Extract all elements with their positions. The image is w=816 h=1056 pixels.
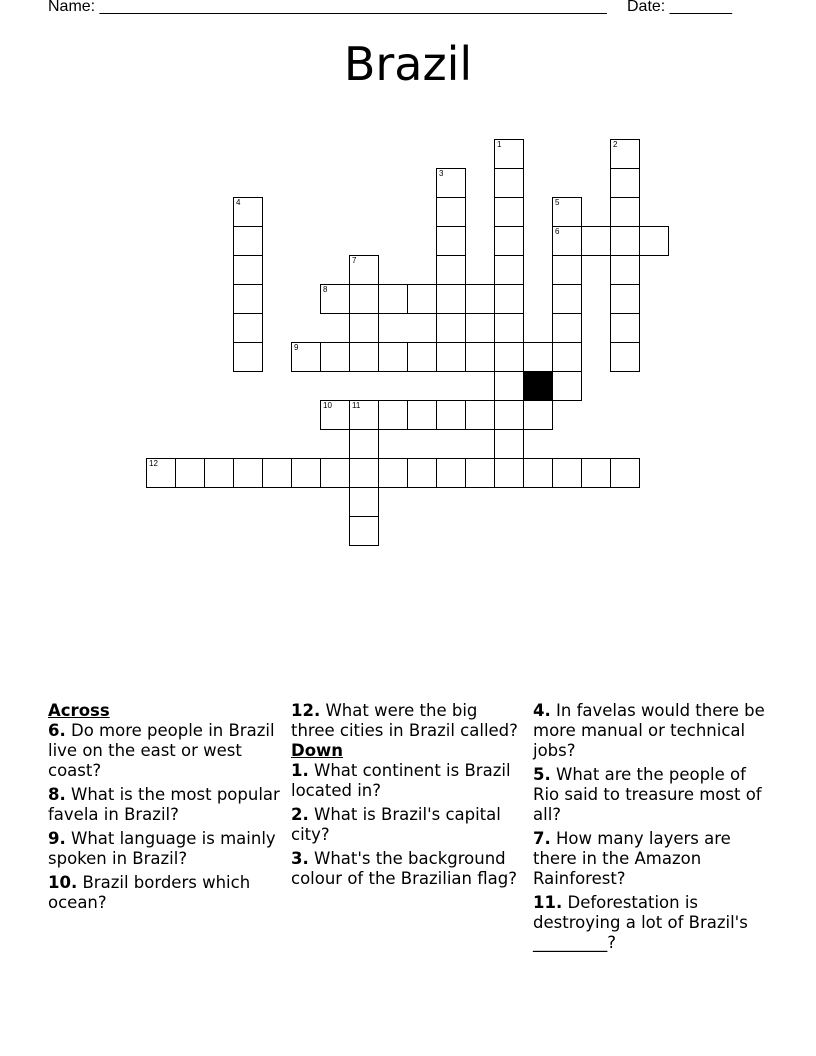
name-line[interactable]: _________________________________________________________ [99, 0, 607, 15]
down-heading: Down [291, 741, 344, 760]
date-line[interactable]: _______ [669, 0, 732, 15]
grid-cell[interactable] [465, 400, 495, 430]
grid-cell[interactable] [436, 197, 466, 227]
clue-down-3: 3. What's the background colour of the Brazilian flag? [291, 849, 517, 888]
clue-down-2: 2. What is Brazil's capital city? [291, 805, 501, 844]
grid-cell[interactable] [378, 400, 408, 430]
grid-cell[interactable] [378, 458, 408, 488]
grid-cell[interactable] [233, 197, 263, 227]
grid-cell[interactable] [436, 226, 466, 256]
grid-cell[interactable] [320, 458, 350, 488]
grid-cell[interactable] [610, 168, 640, 198]
grid-cell[interactable] [610, 342, 640, 372]
grid-cell[interactable] [552, 255, 582, 285]
grid-cell[interactable] [436, 342, 466, 372]
grid-cell[interactable] [378, 284, 408, 314]
grid-cell[interactable] [494, 284, 524, 314]
grid-cell[interactable] [610, 313, 640, 343]
grid-cell[interactable] [465, 458, 495, 488]
grid-cell[interactable] [233, 342, 263, 372]
clue-down-11: 11. Deforestation is destroying a lot of Brazil's _________? [533, 893, 748, 952]
grid-cell[interactable] [291, 342, 321, 372]
clue-number: 9 [294, 343, 299, 352]
grid-cell[interactable] [465, 284, 495, 314]
grid-cell[interactable] [494, 400, 524, 430]
grid-cell[interactable] [610, 284, 640, 314]
clue-down-1: 1. What continent is Brazil located in? [291, 761, 511, 800]
grid-cell[interactable] [320, 400, 350, 430]
clue-down-4: 4. In favelas would there be more manual or technical jobs? [533, 701, 765, 760]
clue-number: 2 [613, 140, 618, 149]
grid-cell[interactable] [639, 226, 669, 256]
grid-cell[interactable] [349, 313, 379, 343]
grid-cell[interactable] [465, 342, 495, 372]
grid-cell[interactable] [262, 458, 292, 488]
name-label: Name: [48, 0, 100, 15]
grid-cell[interactable] [552, 197, 582, 227]
grid-cell[interactable] [233, 255, 263, 285]
grid-cell[interactable] [349, 284, 379, 314]
grid-cell[interactable] [436, 400, 466, 430]
grid-cell[interactable] [610, 255, 640, 285]
grid-cell[interactable] [407, 284, 437, 314]
grid-cell[interactable] [233, 226, 263, 256]
grid-cell[interactable] [407, 458, 437, 488]
clue-number: 8 [323, 285, 328, 294]
clue-number: 1 [497, 140, 502, 149]
clue-number: 4 [236, 198, 241, 207]
clue-across-9: 9. What language is mainly spoken in Brazil? [48, 829, 276, 868]
grid-cell[interactable] [349, 487, 379, 517]
grid-cell[interactable] [494, 139, 524, 169]
clue-down-5: 5. What are the people of Rio said to treasure most of all? [533, 765, 762, 824]
black-cell [523, 371, 553, 401]
grid-cell[interactable] [436, 313, 466, 343]
clue-number: 12 [149, 459, 158, 468]
grid-cell[interactable] [552, 226, 582, 256]
grid-cell[interactable] [233, 284, 263, 314]
clue-across-12: 12. What were the big three cities in Brazil called? [291, 701, 518, 740]
grid-cell[interactable] [436, 284, 466, 314]
grid-cell[interactable] [233, 313, 263, 343]
grid-cell[interactable] [349, 255, 379, 285]
clue-column-2 [291, 701, 525, 893]
clue-number: 6 [555, 227, 560, 236]
grid-cell[interactable] [610, 197, 640, 227]
grid-cell[interactable] [494, 168, 524, 198]
grid-cell[interactable] [407, 400, 437, 430]
grid-cell[interactable] [349, 458, 379, 488]
grid-cell[interactable] [378, 342, 408, 372]
grid-cell[interactable] [494, 313, 524, 343]
clue-number: 3 [439, 169, 444, 178]
grid-cell[interactable] [523, 342, 553, 372]
grid-cell[interactable] [320, 342, 350, 372]
clue-across-10: 10. Brazil borders which ocean? [48, 873, 251, 912]
grid-cell[interactable] [494, 197, 524, 227]
grid-cell[interactable] [146, 458, 176, 488]
grid-cell[interactable] [494, 458, 524, 488]
grid-cell[interactable] [349, 400, 379, 430]
grid-cell[interactable] [436, 255, 466, 285]
grid-cell[interactable] [349, 516, 379, 546]
grid-cell[interactable] [552, 371, 582, 401]
grid-cell[interactable] [581, 226, 611, 256]
clue-number: 7 [352, 256, 357, 265]
clue-across-6: 6. Do more people in Brazil live on the east or west coast? [48, 721, 275, 780]
grid-cell[interactable] [523, 458, 553, 488]
clue-column-1 [48, 701, 280, 917]
grid-cell[interactable] [552, 458, 582, 488]
clue-across-8: 8. What is the most popular favela in Brazil? [48, 785, 280, 824]
grid-cell[interactable] [204, 458, 234, 488]
grid-cell[interactable] [552, 284, 582, 314]
grid-cell[interactable] [349, 429, 379, 459]
grid-cell[interactable] [436, 458, 466, 488]
grid-cell[interactable] [494, 226, 524, 256]
grid-cell[interactable] [349, 342, 379, 372]
clue-number: 11 [352, 401, 361, 410]
grid-cell[interactable] [552, 313, 582, 343]
clue-down-7: 7. How many layers are there in the Amazon Rainforest? [533, 829, 731, 888]
grid-cell[interactable] [175, 458, 205, 488]
grid-cell[interactable] [407, 342, 437, 372]
grid-cell[interactable] [233, 458, 263, 488]
grid-cell[interactable] [552, 342, 582, 372]
grid-cell[interactable] [610, 139, 640, 169]
grid-cell[interactable] [436, 168, 466, 198]
grid-cell[interactable] [494, 342, 524, 372]
grid-cell[interactable] [523, 400, 553, 430]
across-heading: Across [48, 701, 110, 720]
grid-cell[interactable] [610, 458, 640, 488]
clue-number: 5 [555, 198, 560, 207]
grid-cell[interactable] [494, 255, 524, 285]
grid-cell[interactable] [494, 371, 524, 401]
page-title: Brazil [343, 37, 473, 91]
grid-cell[interactable] [610, 226, 640, 256]
grid-cell[interactable] [581, 458, 611, 488]
grid-cell[interactable] [494, 429, 524, 459]
grid-cell[interactable] [320, 284, 350, 314]
clue-number: 10 [323, 401, 332, 410]
date-label: Date: [627, 0, 670, 15]
grid-cell[interactable] [291, 458, 321, 488]
clue-column-3 [533, 701, 773, 957]
